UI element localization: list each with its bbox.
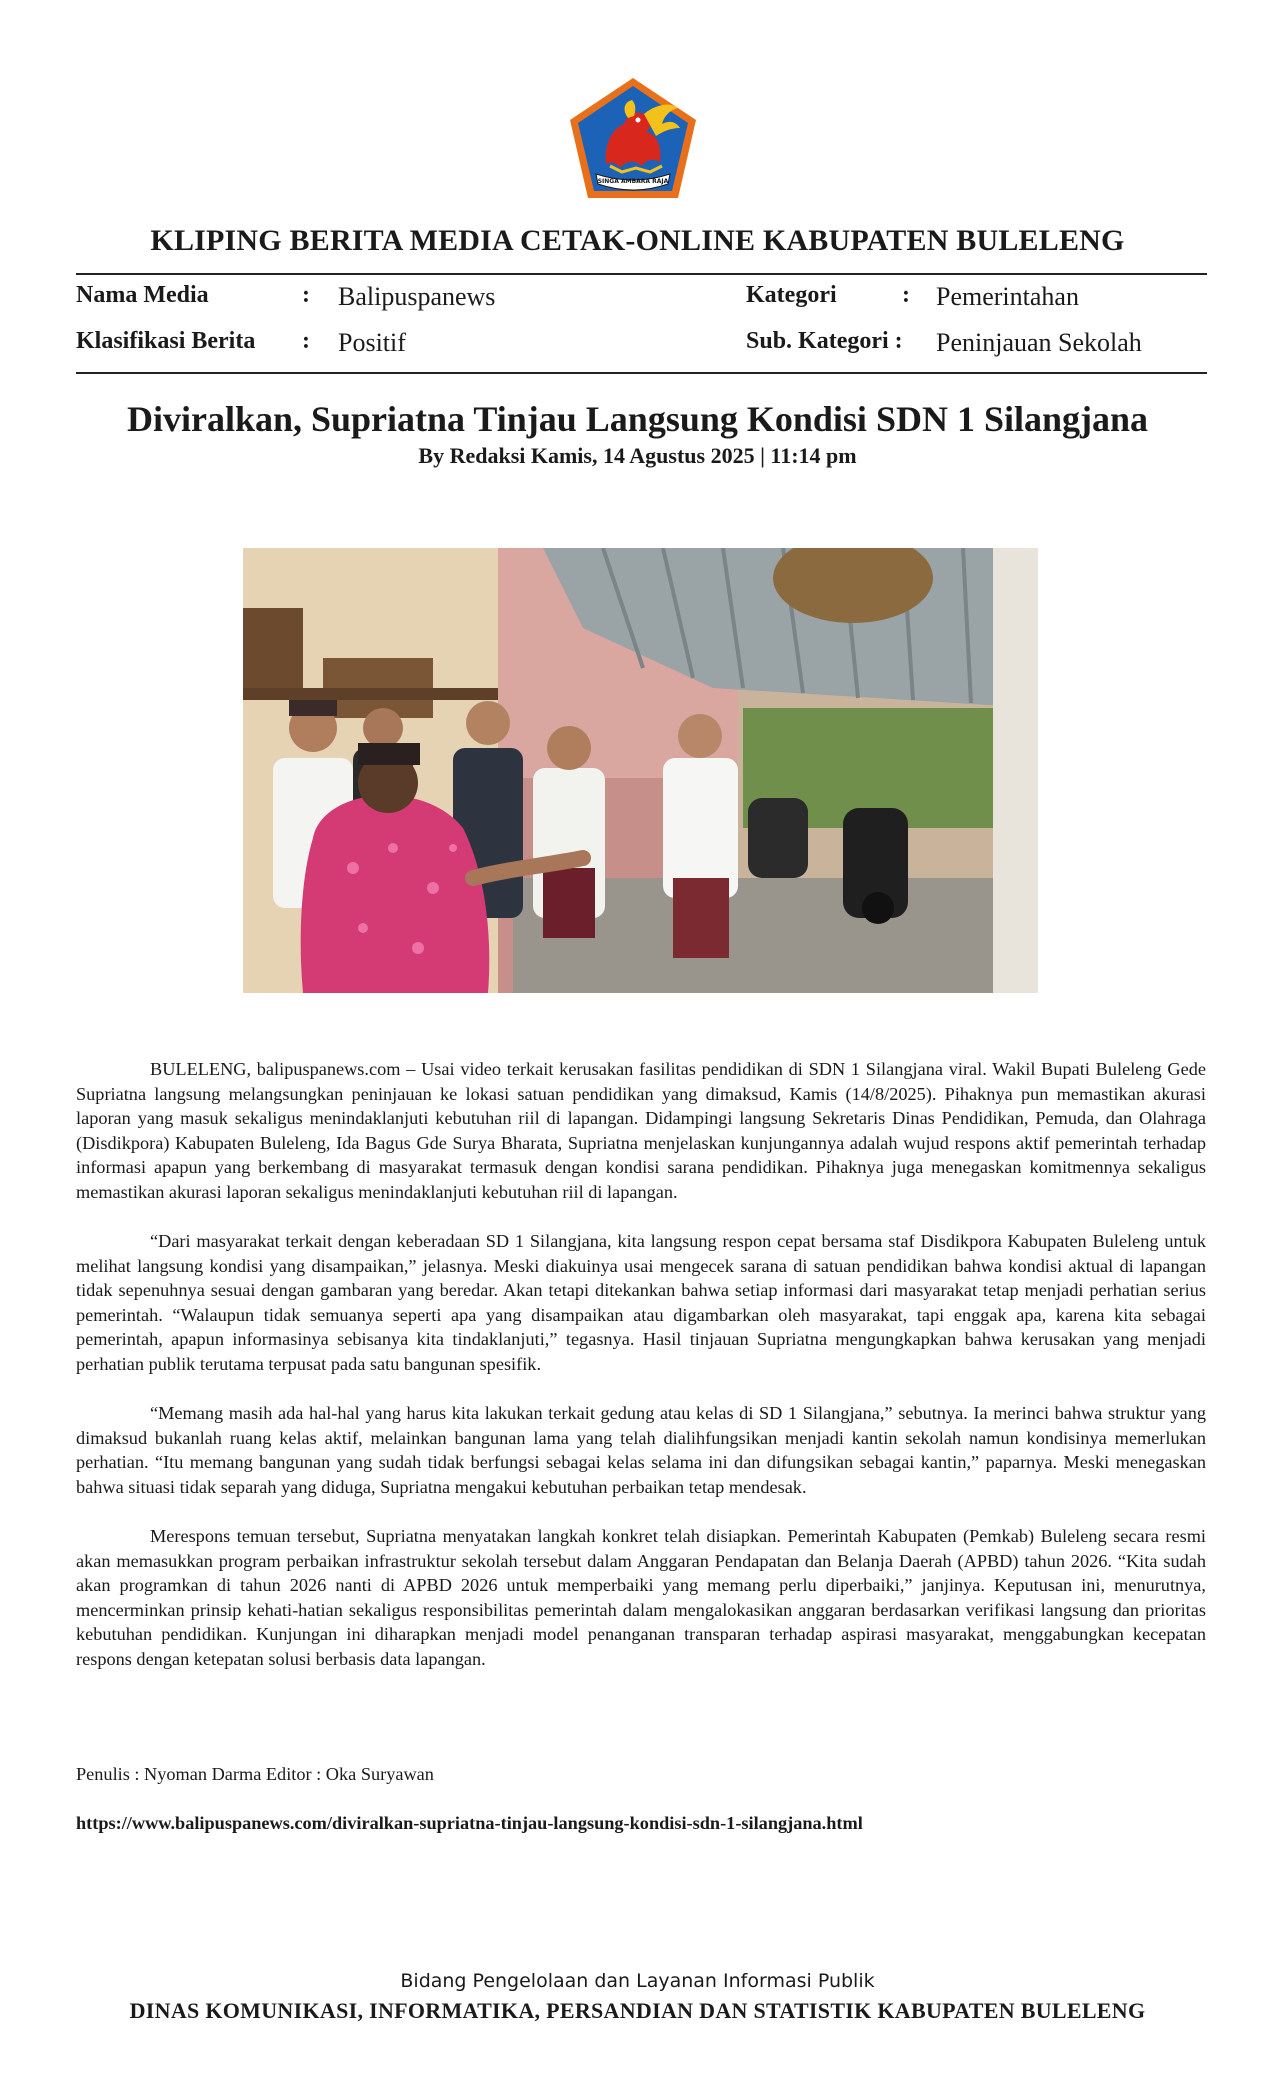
klasifikasi-colon: :: [302, 328, 310, 354]
nama-media-value: Balipuspanews: [338, 282, 496, 311]
article-credits: Penulis : Nyoman Darma Editor : Oka Suryawan: [76, 1764, 434, 1784]
kategori-label: Kategori: [746, 282, 837, 308]
nama-media-label: Nama Media: [76, 282, 209, 308]
meta-row-2: [0, 328, 1275, 362]
article-paragraph-2: “Dari masyarakat terkait dengan keberadaan SD 1 Silangjana, kita langsung respon cepat bersama staf Disdikpora Kabupaten Buleleng untuk melihat langsung kondisi yang disampaikan,” jelasnya. Meski diakuinya usai mengecek sarana di satuan pendidikan bahwa kondisi aktual di lapangan tidak sepenuhnya sesuai dengan gambaran yang beredar. Akan tetapi ditekankan bahwa setiap informasi dari masyarakat tetap menjadi perhatian serius pemerintah. “Walaupun tidak semuanya seperti apa yang disampaikan atau digambarkan oleh masyarakat, tapi enggak apa, karena kita sebagai pemerintah, apapun informasinya sebisanya kita tindaklanjuti,” tegasnya. Hasil tinjauan Supriatna mengungkapkan bahwa kerusakan yang menjadi perhatian publik terutama terpusat pada satu bangunan spesifik.: [76, 1231, 1206, 1374]
clipping-title: KLIPING BERITA MEDIA CETAK-ONLINE KABUPATEN BULELENG: [150, 224, 1125, 257]
source-url: https://www.balipuspanews.com/diviralkan-supriatna-tinjau-langsung-kondisi-sdn-1-silangjana.html: [76, 1813, 863, 1833]
buleleng-regency-emblem: [566, 74, 700, 202]
sub-kategori-label: Sub. Kategori :: [746, 328, 903, 354]
footer-agency: DINAS KOMUNIKASI, INFORMATIKA, PERSANDIAN DAN STATISTIK KABUPATEN BULELENG: [129, 1998, 1146, 2023]
article-byline: By Redaksi Kamis, 14 Agustus 2025 | 11:14 pm: [418, 443, 857, 468]
emblem-motto: SINGA AMBARA RAJA: [597, 178, 669, 185]
meta-row-1: [0, 282, 1275, 316]
nama-media-colon: :: [302, 282, 310, 308]
footer-division: Bidang Pengelolaan dan Layanan Informasi Publik: [400, 1970, 875, 1992]
header-bottom-rule: [76, 372, 1207, 374]
article-headline: Diviralkan, Supriatna Tinjau Langsung Kondisi SDN 1 Silangjana: [126, 399, 1149, 439]
article-paragraph-3: “Memang masih ada hal-hal yang harus kita lakukan terkait gedung atau kelas di SD 1 Silangjana,” sebutnya. Ia merinci bahwa struktur yang dimaksud bukanlah ruang kelas aktif, melainkan bangunan lama yang telah dialihfungsikan menjadi kantin sekolah namun kondisinya memerlukan perhatian. “Itu memang bangunan yang sudah tidak berfungsi sebagai kelas selama ini dan difungsikan sebagai kantin,” paparnya. Meski menegaskan bahwa situasi tidak separah yang diduga, Supriatna mengakui kebutuhan perbaikan tetap mendesak.: [76, 1403, 1206, 1497]
article-paragraph-4: Merespons temuan tersebut, Supriatna menyatakan langkah konkret telah disiapkan. Pemerintah Kabupaten (Pemkab) Buleleng secara resmi akan memasukkan program perbaikan infrastruktur sekolah tersebut dalam Anggaran Pendapatan dan Belanja Daerah (APBD) tahun 2026. “Kita sudah akan programkan di tahun 2026 nanti di APBD 2026 untuk memperbaiki yang memang perlu diperbaiki,” janjinya. Keputusan ini, menurutnya, mencerminkan prinsip kehati-hatian sekaligus responsibilitas pemerintah dalam mengalokasikan anggaran berdasarkan verifikasi langsung dan prioritas kebutuhan pendidikan. Kunjungan ini diharapkan menjadi model penanganan transparan terhadap aspirasi masyarakat, menggabungkan kecepatan respons dengan ketepatan solusi berbasis data lapangan.: [76, 1526, 1206, 1669]
kategori-value: Pemerintahan: [936, 282, 1079, 311]
klasifikasi-label: Klasifikasi Berita: [76, 328, 256, 354]
article-paragraph-1: BULELENG, balipuspanews.com – Usai video terkait kerusakan fasilitas pendidikan di SDN 1 Silangjana viral. Wakil Bupati Buleleng Gede Supriatna langsung melangsungkan peninjauan ke lokasi satuan pendidikan yang dimaksud, Kamis (14/8/2025). Pihaknya pun memastikan akurasi laporan yang masuk sekaligus menindaklanjuti kebutuhan riil di lapangan. Didampingi langsung Sekretaris Dinas Pendidikan, Pemuda, dan Olahraga (Disdikpora) Kabupaten Buleleng, Ida Bagus Gde Surya Bharata, Supriatna menjelaskan kunjungannya adalah wujud respons aktif pemerintah terhadap informasi apapun yang berkembang di masyarakat termasuk dengan kondisi sarana pendidikan. Pihaknya juga menegaskan komitmennya sekaligus memastikan akurasi laporan sekaligus menindaklanjuti kebutuhan riil di lapangan.: [76, 1059, 1206, 1202]
sub-kategori-value: Peninjauan Sekolah: [936, 328, 1142, 357]
kategori-colon: :: [902, 282, 910, 308]
article-body: [76, 1057, 1206, 1696]
header-top-rule: [76, 273, 1207, 275]
klasifikasi-value: Positif: [338, 328, 406, 357]
article-photo: [243, 548, 1038, 993]
